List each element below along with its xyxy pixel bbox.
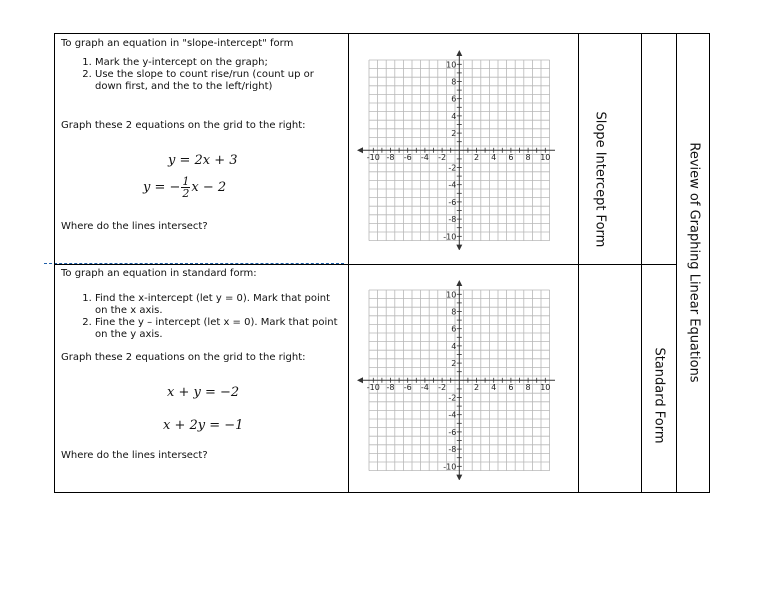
standard-step-2: 2. Fine the y – intercept (let x = 0). Mark that point on the y axis. xyxy=(95,317,343,341)
y-axis-arrow-up xyxy=(456,50,462,56)
fraction-numerator: 1 xyxy=(182,175,190,188)
slope-equation-2-prefix: y = − xyxy=(143,180,181,195)
y-tick-label: 2 xyxy=(451,129,457,139)
slope-side-label: Slope Intercept Form xyxy=(592,111,608,248)
y-tick-label: -8 xyxy=(448,445,457,455)
y-tick-label: -6 xyxy=(448,427,457,437)
slope-equation-1: y = 2x + 3 xyxy=(168,153,238,168)
x-tick-label: 6 xyxy=(508,382,514,392)
standard-instruction: Graph these 2 equations on the grid to the right: xyxy=(61,352,306,363)
x-tick-label: -10 xyxy=(366,382,380,392)
standard-question: Where do the lines intersect? xyxy=(61,450,208,461)
y-tick-label: -6 xyxy=(448,197,457,207)
standard-side-label: Standard Form xyxy=(651,347,667,444)
x-tick-label: 10 xyxy=(540,382,551,392)
standard-instructions xyxy=(61,268,343,364)
y-tick-label: -10 xyxy=(443,462,457,472)
slope-step-1: 1. Mark the y-intercept on the graph; xyxy=(95,57,343,69)
grid-svg xyxy=(355,50,555,250)
y-tick-label: -8 xyxy=(448,215,457,225)
x-tick-label: 4 xyxy=(491,382,497,392)
y-axis-arrow-down xyxy=(456,475,462,480)
slope-instructions xyxy=(61,38,343,132)
y-tick-label: -4 xyxy=(448,410,457,420)
standard-steps xyxy=(61,293,343,341)
slope-equation-2 xyxy=(143,176,226,199)
x-axis-arrow-left xyxy=(357,147,363,153)
y-tick-label: 8 xyxy=(451,307,457,317)
slope-steps xyxy=(61,57,343,93)
y-tick-label: 4 xyxy=(451,111,457,121)
slope-intro: To graph an equation in "slope-intercept" form xyxy=(61,38,294,49)
y-tick-label: 6 xyxy=(451,94,457,104)
standard-equation-2: x + 2y = −1 xyxy=(163,418,244,433)
worksheet-table xyxy=(54,33,710,493)
x-tick-label: -2 xyxy=(438,152,447,162)
y-tick-label: 10 xyxy=(446,290,457,300)
x-tick-label: 2 xyxy=(473,382,480,392)
y-tick-label: 6 xyxy=(451,324,457,334)
column-divider xyxy=(641,34,642,492)
y-tick-label: 8 xyxy=(451,77,457,87)
standard-intro: To graph an equation in standard form: xyxy=(61,268,257,279)
x-tick-label: 2 xyxy=(473,152,480,162)
y-tick-label: 2 xyxy=(451,359,457,369)
fraction xyxy=(181,176,190,199)
standard-step-1: 1. Find the x-intercept (let y = 0). Mark that point on the x axis. xyxy=(95,293,343,317)
y-axis-arrow-up xyxy=(456,280,462,286)
title: Review of Graphing Linear Equations xyxy=(686,142,702,383)
slope-step-2: 2. Use the slope to count rise/run (count up or down first, and the to the left/right) xyxy=(95,69,343,93)
y-tick-label: -10 xyxy=(443,232,457,242)
slope-instruction: Graph these 2 equations on the grid to the right: xyxy=(61,120,306,131)
x-axis-arrow-left xyxy=(357,377,363,383)
column-divider xyxy=(348,34,349,492)
x-tick-label: 6 xyxy=(508,152,514,162)
row-divider xyxy=(55,264,677,265)
fraction-denominator: 2 xyxy=(182,187,190,200)
slope-question: Where do the lines intersect? xyxy=(61,221,208,232)
grid-svg xyxy=(355,280,555,480)
x-tick-label: -10 xyxy=(366,152,380,162)
x-tick-label: -6 xyxy=(403,382,412,392)
coordinate-grid-2[interactable] xyxy=(355,280,555,484)
x-tick-label: -4 xyxy=(420,152,429,162)
x-tick-label: -4 xyxy=(420,382,429,392)
y-tick-label: -4 xyxy=(448,180,457,190)
coordinate-grid-1[interactable] xyxy=(355,50,555,254)
x-tick-label: -2 xyxy=(438,382,447,392)
standard-equation-1: x + y = −2 xyxy=(167,385,240,400)
y-tick-label: -2 xyxy=(448,393,457,403)
y-tick-label: 10 xyxy=(446,60,457,70)
x-tick-label: -6 xyxy=(403,152,412,162)
x-tick-label: -8 xyxy=(386,152,395,162)
column-divider xyxy=(676,34,677,492)
x-tick-label: 4 xyxy=(491,152,497,162)
y-tick-label: -2 xyxy=(448,163,457,173)
slope-equation-2-suffix: x − 2 xyxy=(191,180,227,195)
x-tick-label: 8 xyxy=(525,152,531,162)
y-axis-arrow-down xyxy=(456,245,462,250)
x-tick-label: 8 xyxy=(525,382,531,392)
column-divider xyxy=(578,34,579,492)
y-tick-label: 4 xyxy=(451,341,457,351)
x-tick-label: 10 xyxy=(540,152,551,162)
x-tick-label: -8 xyxy=(386,382,395,392)
